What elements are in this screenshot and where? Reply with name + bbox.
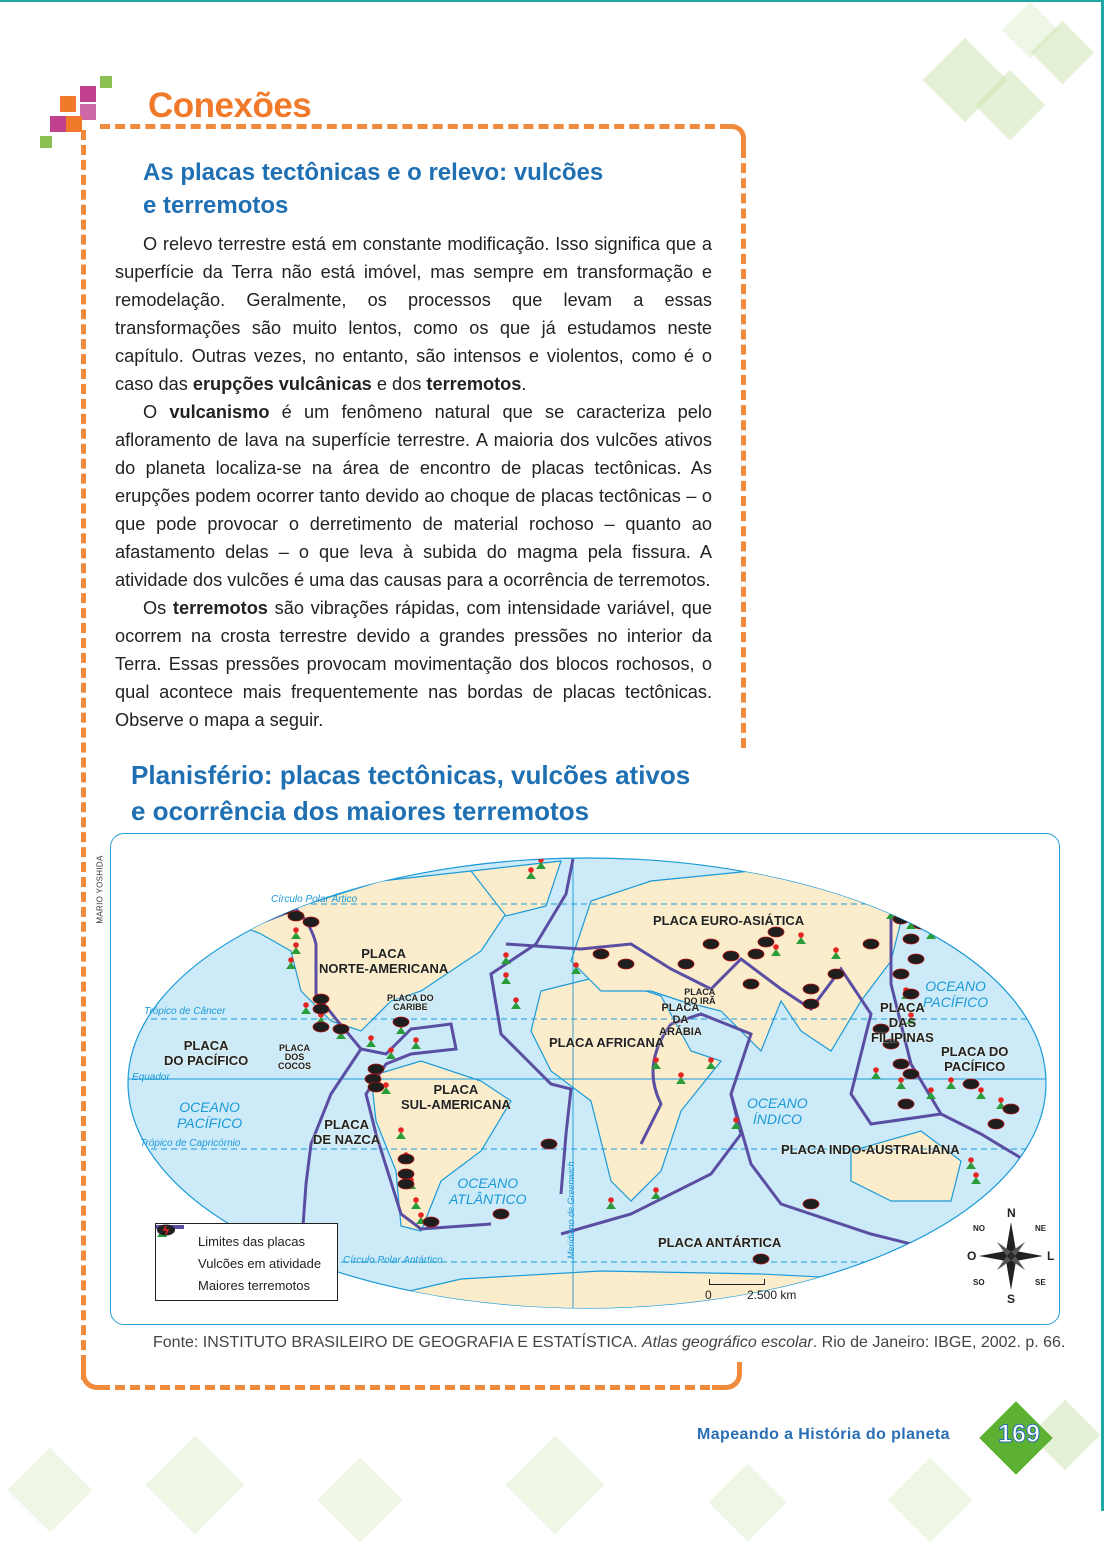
tropic-capricorn-label: Trópico de Capricórnio bbox=[140, 1138, 241, 1149]
frame-corner bbox=[722, 124, 746, 148]
volcano-marker-top bbox=[413, 1197, 419, 1203]
volcano-marker-top bbox=[503, 952, 509, 958]
volcano-marker-top bbox=[708, 1057, 714, 1063]
earthquake-marker bbox=[768, 927, 784, 937]
map-title-line: e ocorrência dos maiores terremotos bbox=[131, 796, 590, 826]
frame-corner bbox=[81, 1362, 107, 1390]
legend-item-boundaries: Limites das placas bbox=[164, 1230, 329, 1252]
ocean-label-pacific-west: OCEANO PACÍFICO bbox=[177, 1099, 243, 1131]
plate-label-indo-australian: PLACA INDO-AUSTRALIANA bbox=[781, 1142, 960, 1157]
earthquake-marker bbox=[288, 911, 304, 921]
earthquake-marker bbox=[393, 1017, 409, 1027]
paragraph bbox=[115, 230, 712, 398]
frame-border-top bbox=[100, 124, 730, 129]
volcano-marker-top bbox=[233, 912, 239, 918]
map-title-line: Planisfério: placas tectônicas, vulcões ativos bbox=[131, 760, 691, 790]
earthquake-marker bbox=[903, 989, 919, 999]
text: O relevo terrestre está em constante modificação. Isso significa que a superfície da Terra não está imóvel, mas sempre em transformação e remodelação. Geralmente, os processos que levam a essas transformações são muito lentos, como os que já estudamos neste capítulo. Outras vezes, no entanto, são intensos e violentos, como é o caso das bbox=[115, 234, 712, 394]
volcano-marker-top bbox=[388, 1047, 394, 1053]
bold-term: terremotos bbox=[426, 374, 522, 394]
volcano-marker-top bbox=[418, 1212, 424, 1218]
volcano-marker-top bbox=[293, 927, 299, 933]
compass-rose-icon: N S O L NO NE SO SE bbox=[967, 1206, 1055, 1306]
volcano-marker-top bbox=[908, 917, 914, 923]
volcano-marker-top bbox=[513, 997, 519, 1003]
text: e dos bbox=[371, 374, 427, 394]
earthquake-marker bbox=[618, 959, 634, 969]
volcano-marker-top bbox=[833, 947, 839, 953]
map-credit: MARIO YOSHIDA bbox=[95, 855, 105, 924]
earthquake-marker bbox=[748, 949, 764, 959]
earthquake-marker bbox=[493, 1209, 509, 1219]
scale-bar bbox=[709, 1279, 765, 1285]
volcano-marker-top bbox=[508, 842, 514, 848]
volcano-marker-top bbox=[303, 1002, 309, 1008]
earthquake-marker bbox=[908, 954, 924, 964]
earthquake-marker bbox=[903, 1069, 919, 1079]
volcano-marker-top bbox=[503, 972, 509, 978]
earthquake-marker bbox=[898, 1099, 914, 1109]
earthquake-marker bbox=[913, 919, 929, 929]
arctic-circle-label: Círculo Polar Ártico bbox=[271, 894, 358, 905]
legend-item-earthquakes: Maiores terremotos bbox=[164, 1274, 329, 1296]
volcano-marker bbox=[211, 924, 221, 931]
volcano-marker-top bbox=[213, 919, 219, 925]
earthquake-marker bbox=[368, 1082, 384, 1092]
volcano-marker-top bbox=[898, 1077, 904, 1083]
earthquake-marker bbox=[903, 934, 919, 944]
ocean-label-indian: OCEANO ÍNDICO bbox=[747, 1095, 808, 1127]
earthquake-marker bbox=[893, 914, 909, 924]
plate-label-pacific-west: PLACA DO PACÍFICO bbox=[164, 1038, 249, 1068]
article-title: As placas tectônicas e o relevo: vulcões e terremotos bbox=[143, 159, 604, 219]
earthquake-marker bbox=[963, 1079, 979, 1089]
plate-label-african: PLACA AFRICANA bbox=[549, 1035, 665, 1050]
earthquake-marker bbox=[1003, 1104, 1019, 1114]
antarctic-circle-label: Círculo Polar Antártico bbox=[343, 1255, 443, 1266]
map-source: Fonte: INSTITUTO BRASILEIRO DE GEOGRAFIA E ESTATÍSTICA. Atlas geográfico escolar. Rio de Janeiro: IBGE, 2002. p. 66. bbox=[153, 1334, 1066, 1351]
earthquake-marker bbox=[313, 994, 329, 1004]
ocean-label-atlantic: OCEANO ATLÂNTICO bbox=[449, 1175, 527, 1207]
volcano-marker-top bbox=[288, 957, 294, 963]
earthquake-marker bbox=[398, 1179, 414, 1189]
page-edge-top bbox=[0, 0, 1104, 2]
earthquake-icon bbox=[156, 1224, 176, 1236]
volcano-marker-top bbox=[928, 1087, 934, 1093]
earthquake-marker bbox=[988, 1119, 1004, 1129]
footer-chapter-title: Mapeando a História do planeta bbox=[697, 1426, 950, 1443]
volcano-marker-top bbox=[678, 1072, 684, 1078]
volcano-marker-top bbox=[973, 1172, 979, 1178]
earthquake-marker bbox=[703, 939, 719, 949]
earthquake-marker bbox=[593, 949, 609, 959]
earthquake-marker bbox=[893, 1059, 909, 1069]
plate-label-cocos: PLACA DOS COCOS bbox=[278, 1043, 312, 1071]
earthquake-marker bbox=[863, 939, 879, 949]
plate-label-north-american: PLACA NORTE-AMERICANA bbox=[319, 946, 449, 976]
legend-item-volcanoes: Vulcões em atividade bbox=[164, 1252, 329, 1274]
volcano-marker-top bbox=[398, 1127, 404, 1133]
earthquake-marker bbox=[758, 937, 774, 947]
text: Os bbox=[143, 598, 173, 618]
article-body bbox=[115, 230, 712, 734]
bold-term: terremotos bbox=[172, 598, 268, 618]
page-number: 169 bbox=[998, 1420, 1040, 1448]
greenwich-label: Meridiano de Greenwich bbox=[566, 1161, 576, 1259]
frame-border-bottom bbox=[100, 1385, 710, 1390]
volcano-marker-top bbox=[978, 1087, 984, 1093]
volcano-marker-top bbox=[608, 1197, 614, 1203]
plate-label-eurasian: PLACA EURO-ASIÁTICA bbox=[653, 913, 805, 928]
volcano-marker-top bbox=[968, 1157, 974, 1163]
volcano-marker-top bbox=[413, 1037, 419, 1043]
frame-corner bbox=[712, 1362, 742, 1390]
earthquake-marker bbox=[723, 951, 739, 961]
volcano-marker bbox=[506, 847, 516, 854]
frame-border-right bbox=[741, 148, 746, 748]
earthquake-marker bbox=[398, 1169, 414, 1179]
paragraph bbox=[115, 594, 712, 734]
earthquake-marker bbox=[803, 999, 819, 1009]
earthquake-marker bbox=[398, 1154, 414, 1164]
volcano-marker-top bbox=[573, 962, 579, 968]
plate-label-iranian: PLACA DO IRÃ bbox=[684, 987, 716, 1006]
bold-term: vulcanismo bbox=[169, 402, 270, 422]
earthquake-marker bbox=[803, 984, 819, 994]
text: . bbox=[521, 374, 527, 394]
volcano-marker-top bbox=[248, 907, 254, 913]
volcano-marker-top bbox=[653, 1057, 659, 1063]
earthquake-marker bbox=[423, 1217, 439, 1227]
map-scale: 0 2.500 km bbox=[709, 1279, 765, 1285]
volcano-marker-top bbox=[293, 942, 299, 948]
ocean-label-pacific-east: OCEANO PACÍFICO bbox=[923, 978, 989, 1010]
bold-term: erupções vulcânicas bbox=[192, 374, 372, 394]
volcano-marker-top bbox=[888, 907, 894, 913]
volcano-marker bbox=[231, 917, 241, 924]
volcano-marker-top bbox=[653, 1187, 659, 1193]
plate-label-philippine: PLACA DAS FILIPINAS bbox=[871, 1000, 934, 1045]
earthquake-marker bbox=[803, 1199, 819, 1209]
earthquake-marker bbox=[368, 1064, 384, 1074]
volcano-marker-top bbox=[528, 867, 534, 873]
volcano-marker-top bbox=[928, 927, 934, 933]
volcano-marker-top bbox=[998, 1097, 1004, 1103]
volcano-marker-top bbox=[773, 944, 779, 950]
volcano-marker-top bbox=[948, 1077, 954, 1083]
earthquake-marker bbox=[333, 1024, 349, 1034]
volcano-marker-top bbox=[733, 1117, 739, 1123]
text: O bbox=[143, 402, 170, 422]
earthquake-marker bbox=[303, 917, 319, 927]
earthquake-marker bbox=[878, 1269, 894, 1279]
earthquake-marker bbox=[541, 1139, 557, 1149]
volcano-marker-top bbox=[538, 857, 544, 863]
equator-label: Equador bbox=[132, 1072, 170, 1083]
text: é um fenômeno natural que se caracteriza pelo afloramento de lava na superfície terrestre. A maioria dos vulcões ativos do planeta localiza-se na área de encontro de placas tectônicas. As erupções podem ocorrer tanto devido ao choque de placas tectônicas – o que pode provocar o derretimento de material rochoso – quanto ao afastamento delas – o que leva à subida do magma pela fissura. A atividade dos vulcões é uma das causas para a ocorrência de terremotos. bbox=[115, 402, 712, 590]
map-title bbox=[131, 757, 690, 829]
map-legend bbox=[155, 1223, 338, 1301]
plate-label-south-american: PLACA SUL-AMERICANA bbox=[401, 1082, 511, 1112]
volcano-marker-top bbox=[798, 932, 804, 938]
plate-label-nazca: PLACA DE NAZCA bbox=[313, 1117, 381, 1147]
earthquake-marker bbox=[893, 1264, 909, 1274]
plate-label-arabian: PLACA DA ARÁBIA bbox=[659, 1002, 702, 1038]
volcano-marker-top bbox=[873, 1067, 879, 1073]
frame-border-left bbox=[81, 130, 86, 1380]
section-label: Conexões bbox=[148, 86, 312, 125]
plate-label-caribbean: PLACA DO CARIBE bbox=[387, 993, 434, 1012]
paragraph bbox=[115, 398, 712, 594]
plate-label-pacific-east: PLACA DO PACÍFICO bbox=[941, 1044, 1009, 1074]
tectonic-map bbox=[110, 833, 1060, 1325]
volcano-marker bbox=[246, 912, 256, 919]
earthquake-marker bbox=[828, 969, 844, 979]
earthquake-marker bbox=[678, 959, 694, 969]
plate-label-antarctic: PLACA ANTÁRTICA bbox=[658, 1235, 782, 1250]
earthquake-marker bbox=[313, 1022, 329, 1032]
text: são vibrações rápidas, com intensidade variável, que ocorrem na crosta terrestre devido a grandes pressões no interior da Terra. Essas pressões provocam movimentação dos blocos rochosos, o qual acontece mais frequentemente nas bordas de placas tectônicas. Observe o mapa a seguir. bbox=[115, 598, 712, 730]
tropic-cancer-label: Trópico de Câncer bbox=[144, 1006, 226, 1017]
earthquake-marker bbox=[313, 1004, 329, 1014]
earthquake-marker bbox=[893, 969, 909, 979]
earthquake-marker bbox=[743, 979, 759, 989]
earthquake-marker bbox=[753, 1254, 769, 1264]
volcano-marker-top bbox=[368, 1035, 374, 1041]
